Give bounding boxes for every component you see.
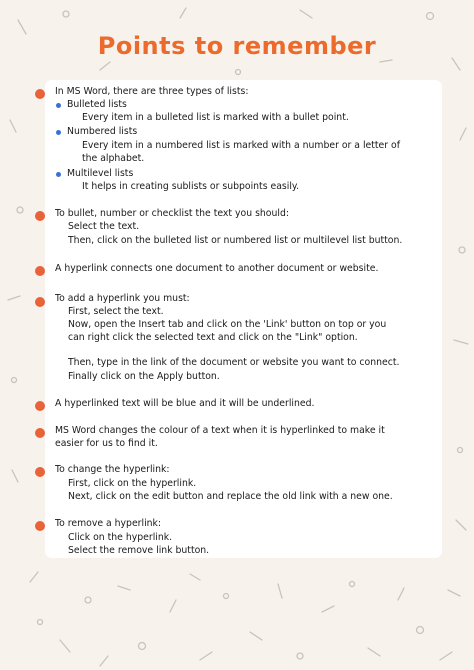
section-8-line-2: Click on the hyperlink. [68,532,173,543]
section-1-line-4: Numbered lists [67,126,138,137]
section-4-line-3: Now, open the Insert tab and click on the 'Link' button on top or you [68,319,387,330]
section-2-line-1: To bullet, number or checklist the text you should: [55,208,289,219]
sub-bullet-icon [56,103,61,108]
section-1-line-5: Every item in a numbered list is marked with a number or a letter of [82,140,401,151]
section-7-line-3: Next, click on the edit button and replace the old link with a new one. [68,491,393,502]
section-6-line-2: easier for us to find it. [55,438,158,449]
section-bullet-5 [35,401,45,411]
section-4-line-6: Finally click on the Apply button. [68,371,220,382]
section-bullet-2 [35,211,45,221]
section-1-line-8: It helps in creating sublists or subpoints easily. [82,181,300,192]
sub-bullet-icon [56,130,61,135]
section-4-line-2: First, select the text. [68,306,164,317]
section-bullet-7 [35,467,45,477]
section-8-line-1: To remove a hyperlink: [55,518,162,529]
section-7-line-1: To change the hyperlink: [55,464,170,475]
sub-bullet-icon [56,172,61,177]
section-8-line-3: Select the remove link button. [68,545,210,556]
section-1-line-6: the alphabet. [82,153,145,164]
section-2-line-2: Select the text. [68,221,140,232]
section-bullet-6 [35,428,45,438]
section-bullet-4 [35,297,45,307]
section-1-line-3: Every item in a bulleted list is marked with a bullet point. [82,112,349,123]
section-1-line-2: Bulleted lists [67,99,127,110]
section-5-line-1: A hyperlinked text will be blue and it will be underlined. [55,398,315,409]
page-title: Points to remember [97,32,377,60]
section-bullet-3 [35,266,45,276]
section-4-line-5: Then, type in the link of the document or website you want to connect. [68,357,400,368]
section-4-line-4: can right click the selected text and click on the "Link" option. [68,332,358,343]
section-1-line-1: In MS Word, there are three types of lists: [55,86,249,97]
section-bullet-1 [35,89,45,99]
section-4-line-1: To add a hyperlink you must: [55,293,190,304]
section-1-line-7: Multilevel lists [67,168,134,179]
section-bullet-8 [35,521,45,531]
section-3-line-1: A hyperlink connects one document to another document or website. [55,263,379,274]
section-7-line-2: First, click on the hyperlink. [68,478,197,489]
section-6-line-1: MS Word changes the colour of a text when it is hyperlinked to make it [55,425,385,436]
section-2-line-3: Then, click on the bulleted list or numbered list or multilevel list button. [68,235,403,246]
